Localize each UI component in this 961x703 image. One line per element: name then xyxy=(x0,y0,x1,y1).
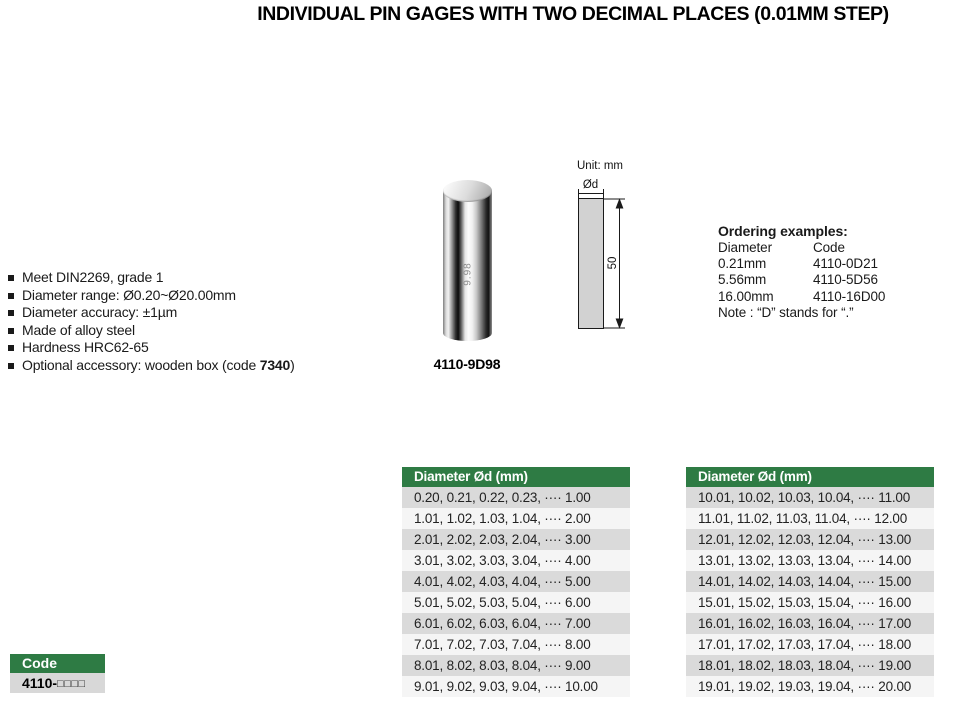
length-dim-label: 50 xyxy=(607,256,619,270)
table-row: 11.01, 11.02, 11.03, 11.04, ···· 12.00 xyxy=(686,508,934,529)
feature-item xyxy=(8,322,295,340)
ordering-diameter: 5.56mm xyxy=(718,272,767,288)
bullet-square-icon xyxy=(8,363,14,369)
pin-cylinder xyxy=(443,191,492,341)
table-row: 9.01, 9.02, 9.03, 9.04, ···· 10.00 xyxy=(402,676,630,697)
feature-text: Made of alloy steel xyxy=(22,321,135,338)
feature-text: Diameter range: Ø0.20~Ø20.00mm xyxy=(22,286,236,303)
accessory-code: 7340 xyxy=(259,356,291,373)
table-row: 8.01, 8.02, 8.03, 8.04, ···· 9.00 xyxy=(402,655,630,676)
table-row: 13.01, 13.02, 13.03, 13.04, ···· 14.00 xyxy=(686,550,934,571)
feature-item xyxy=(8,339,295,357)
table-row: 3.01, 3.02, 3.03, 3.04, ···· 4.00 xyxy=(402,550,630,571)
bullet-square-icon xyxy=(8,310,14,316)
table-row: 19.01, 19.02, 19.03, 19.04, ···· 20.00 xyxy=(686,676,934,697)
table-row: 12.01, 12.02, 12.03, 12.04, ···· 13.00 xyxy=(686,529,934,550)
feature-item xyxy=(8,304,295,322)
feature-text-prefix: Optional accessory: wooden box (code xyxy=(22,356,260,373)
feature-text: Hardness HRC62-65 xyxy=(22,339,149,356)
table-header: Diameter Ød (mm) xyxy=(402,467,630,487)
feature-item xyxy=(8,287,295,305)
table-row: 1.01, 1.02, 1.03, 1.04, ···· 2.00 xyxy=(402,508,630,529)
code-box xyxy=(10,654,105,693)
diameter-table-right xyxy=(686,467,934,697)
ordering-table xyxy=(718,240,928,305)
pin-engraving: 9.98 xyxy=(462,261,473,286)
feature-item xyxy=(8,357,295,375)
code-prefix: 4110- xyxy=(22,675,58,691)
table-row: 0.20, 0.21, 0.22, 0.23, ···· 1.00 xyxy=(402,487,630,508)
feature-text: Diameter accuracy: ±1µm xyxy=(22,304,178,321)
table-header: Diameter Ød (mm) xyxy=(686,467,934,487)
table-row: 17.01, 17.02, 17.03, 17.04, ···· 18.00 xyxy=(686,634,934,655)
pin-model-label: 4110-9D98 xyxy=(433,356,501,372)
bullet-square-icon xyxy=(8,275,14,281)
table-row: 7.01, 7.02, 7.03, 7.04, ···· 8.00 xyxy=(402,634,630,655)
table-row: 18.01, 18.02, 18.03, 18.04, ···· 19.00 xyxy=(686,655,934,676)
bullet-square-icon xyxy=(8,328,14,334)
ordering-title: Ordering examples: xyxy=(718,223,848,239)
table-row: 4.01, 4.02, 4.03, 4.04, ···· 5.00 xyxy=(402,571,630,592)
ordering-note: Note : “D” stands for “.” xyxy=(718,304,854,320)
pin-top-face xyxy=(443,180,492,202)
arrowhead-up-icon xyxy=(616,200,622,209)
table-row: 16.01, 16.02, 16.03, 16.04, ···· 17.00 xyxy=(686,613,934,634)
code-pattern xyxy=(10,673,105,693)
ordering-code: 4110-5D56 xyxy=(813,272,878,288)
table-row: 15.01, 15.02, 15.03, 15.04, ···· 16.00 xyxy=(686,592,934,613)
table-row: 6.01, 6.02, 6.03, 6.04, ···· 7.00 xyxy=(402,613,630,634)
table-row: 10.01, 10.02, 10.03, 10.04, ···· 11.00 xyxy=(686,487,934,508)
feature-list xyxy=(8,269,295,375)
feature-text xyxy=(22,357,295,375)
bullet-square-icon xyxy=(8,293,14,299)
ordering-code: 4110-16D00 xyxy=(813,288,886,304)
diameter-table-left xyxy=(402,467,630,697)
pin-gage-photo xyxy=(443,180,492,341)
dimension-drawing xyxy=(570,156,640,338)
ordering-diameter: 16.00mm xyxy=(718,288,774,304)
table-row: 5.01, 5.02, 5.03, 5.04, ···· 6.00 xyxy=(402,592,630,613)
page-title: INDIVIDUAL PIN GAGES WITH TWO DECIMAL PLACES (0.01MM STEP) xyxy=(257,3,889,25)
ordering-examples xyxy=(718,223,928,321)
ordering-col-diameter: Diameter xyxy=(718,240,772,255)
code-placeholder-boxes: □□□□ xyxy=(57,678,86,690)
ordering-diameter: 0.21mm xyxy=(718,256,767,272)
feature-text-suffix: ) xyxy=(290,356,295,373)
pin-outline-rect xyxy=(579,199,604,329)
unit-label: Unit: mm xyxy=(577,160,623,172)
code-header: Code xyxy=(10,654,105,673)
feature-item xyxy=(8,269,295,287)
diameter-dim-label: Ød xyxy=(582,179,599,191)
ordering-col-code: Code xyxy=(813,240,845,255)
bullet-square-icon xyxy=(8,345,14,351)
table-row: 2.01, 2.02, 2.03, 2.04, ···· 3.00 xyxy=(402,529,630,550)
feature-text: Meet DIN2269, grade 1 xyxy=(22,269,164,285)
ordering-code: 4110-0D21 xyxy=(813,256,878,272)
arrowhead-down-icon xyxy=(616,319,622,328)
table-row: 14.01, 14.02, 14.03, 14.04, ···· 15.00 xyxy=(686,571,934,592)
